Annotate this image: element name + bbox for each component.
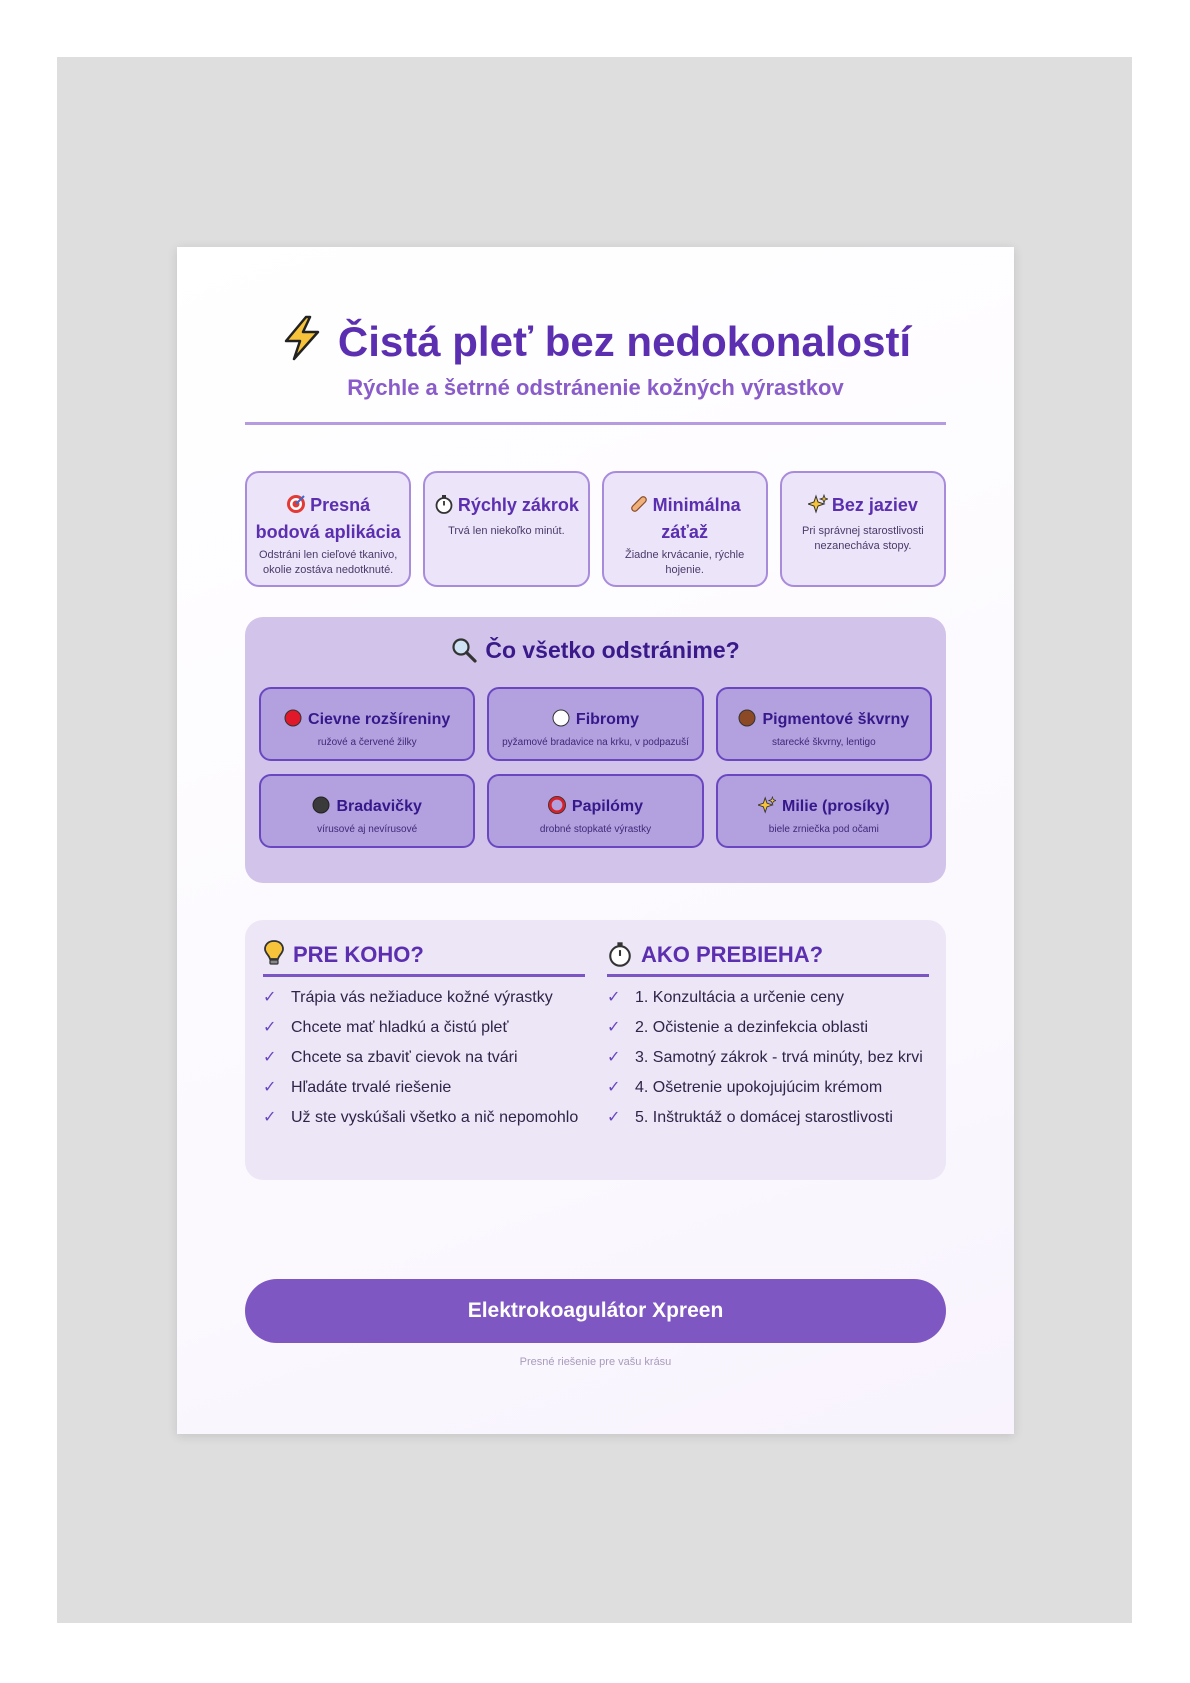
feature-title: Bez jaziev (788, 493, 938, 520)
feature-title: Rýchly zákrok (431, 493, 581, 520)
flyer-sheet (177, 247, 1014, 1434)
procedure-list (607, 987, 929, 1129)
feature-card (423, 471, 589, 587)
list-item: ✓ Chcete sa zbaviť cievok na tvári (263, 1047, 585, 1069)
feature-cards (245, 471, 946, 587)
magnifier-icon (451, 637, 477, 672)
feature-desc: Trvá len niekoľko minút. (448, 525, 565, 537)
list-item: ✓ Hľadáte trvalé riešenie (263, 1077, 585, 1099)
treatment-card (716, 687, 932, 761)
check-icon: ✓ (263, 989, 277, 1006)
ring-icon (548, 796, 566, 820)
stopwatch-icon (607, 941, 633, 977)
brown-circle-icon (738, 709, 756, 733)
treatment-name: Milie (prosíky) (718, 796, 930, 820)
treatments-panel (245, 617, 946, 883)
treatment-card (487, 774, 703, 848)
bandage-icon (629, 494, 649, 520)
check-icon: ✓ (607, 1049, 621, 1066)
check-icon: ✓ (263, 1079, 277, 1096)
list-item: ✓ 1. Konzultácia a určenie ceny (607, 987, 929, 1009)
treatment-desc: ružové a červené žilky (317, 737, 417, 748)
red-circle-icon (284, 709, 302, 733)
list-item: ✓ Chcete mať hladkú a čistú pleť (263, 1017, 585, 1039)
treatment-name: Cievne rozšíreniny (261, 709, 473, 733)
white-circle-icon (552, 709, 570, 733)
treatment-grid (259, 687, 932, 848)
title-text: Čistá pleť bez nedokonalostí (337, 318, 912, 365)
feature-desc: Pri správnej starostlivosti nezanecháva stopy. (802, 525, 924, 552)
treatment-name: Papilómy (489, 796, 701, 820)
feature-card (602, 471, 768, 587)
list-item: ✓ 3. Samotný zákrok - trvá minúty, bez krvi (607, 1047, 929, 1069)
check-icon: ✓ (607, 1109, 621, 1126)
treatment-card (716, 774, 932, 848)
treatments-title: Čo všetko odstránime? (245, 633, 946, 667)
for-whom-column (263, 938, 585, 1137)
treatment-card (487, 687, 703, 761)
list-item: ✓ 4. Ošetrenie upokojujúcim krémom (607, 1077, 929, 1099)
check-icon: ✓ (263, 1049, 277, 1066)
black-circle-icon (312, 796, 330, 820)
info-panel (245, 920, 946, 1180)
procedure-heading: AKO PREBIEHA? (607, 938, 929, 977)
check-icon: ✓ (263, 1109, 277, 1126)
page-subtitle: Rýchle a šetrné odstránenie kožných výrastkov (347, 375, 844, 400)
check-icon: ✓ (607, 989, 621, 1006)
target-icon (286, 494, 306, 520)
treatment-desc: starecké škvrny, lentigo (771, 737, 876, 748)
feature-card (245, 471, 411, 587)
treatment-card (259, 774, 475, 848)
product-button[interactable]: Elektrokoagulátor Xpreen (245, 1279, 946, 1343)
feature-title: Minimálna záťaž (610, 493, 760, 544)
treatment-desc: pyžamové bradavice na krku, v podpazuší (502, 737, 689, 748)
check-icon: ✓ (607, 1079, 621, 1096)
lightbulb-icon (263, 939, 285, 977)
procedure-column (607, 938, 929, 1137)
stopwatch-icon (434, 494, 454, 520)
check-icon: ✓ (263, 1019, 277, 1036)
for-whom-list (263, 987, 585, 1129)
list-item: ✓ 5. Inštruktáž o domácej starostlivosti (607, 1107, 929, 1129)
sparkles-icon (808, 494, 828, 520)
for-whom-heading: PRE KOHO? (263, 938, 585, 977)
list-item: ✓ Už ste vyskúšali všetko a nič nepomohlo (263, 1107, 585, 1129)
treatment-desc: biele zrniečka pod očami (768, 824, 879, 835)
treatment-name: Fibromy (489, 709, 701, 733)
treatment-card (259, 687, 475, 761)
hero (245, 315, 946, 401)
feature-desc: Žiadne krvácanie, rýchle hojenie. (625, 549, 745, 576)
list-item: ✓ Trápia vás nežiaduce kožné výrastky (263, 987, 585, 1009)
feature-card (780, 471, 946, 587)
feature-title: Presná bodová aplikácia (255, 495, 401, 542)
treatment-name: Pigmentové škvrny (718, 709, 930, 733)
lightning-icon (280, 315, 324, 374)
feature-desc: Odstráni len cieľové tkanivo, okolie zostáva nedotknuté. (258, 549, 398, 576)
page-title (245, 315, 946, 369)
cta-tagline: Presné riešenie pre vašu krásu (519, 1356, 672, 1368)
sparkles-icon (758, 796, 776, 820)
treatment-desc: vírusové aj nevírusové (317, 824, 418, 835)
check-icon: ✓ (607, 1019, 621, 1036)
list-item: ✓ 2. Očistenie a dezinfekcia oblasti (607, 1017, 929, 1039)
treatment-name: Bradavičky (261, 796, 473, 820)
title-divider (245, 422, 946, 425)
treatment-desc: drobné stopkaté výrastky (539, 824, 652, 835)
